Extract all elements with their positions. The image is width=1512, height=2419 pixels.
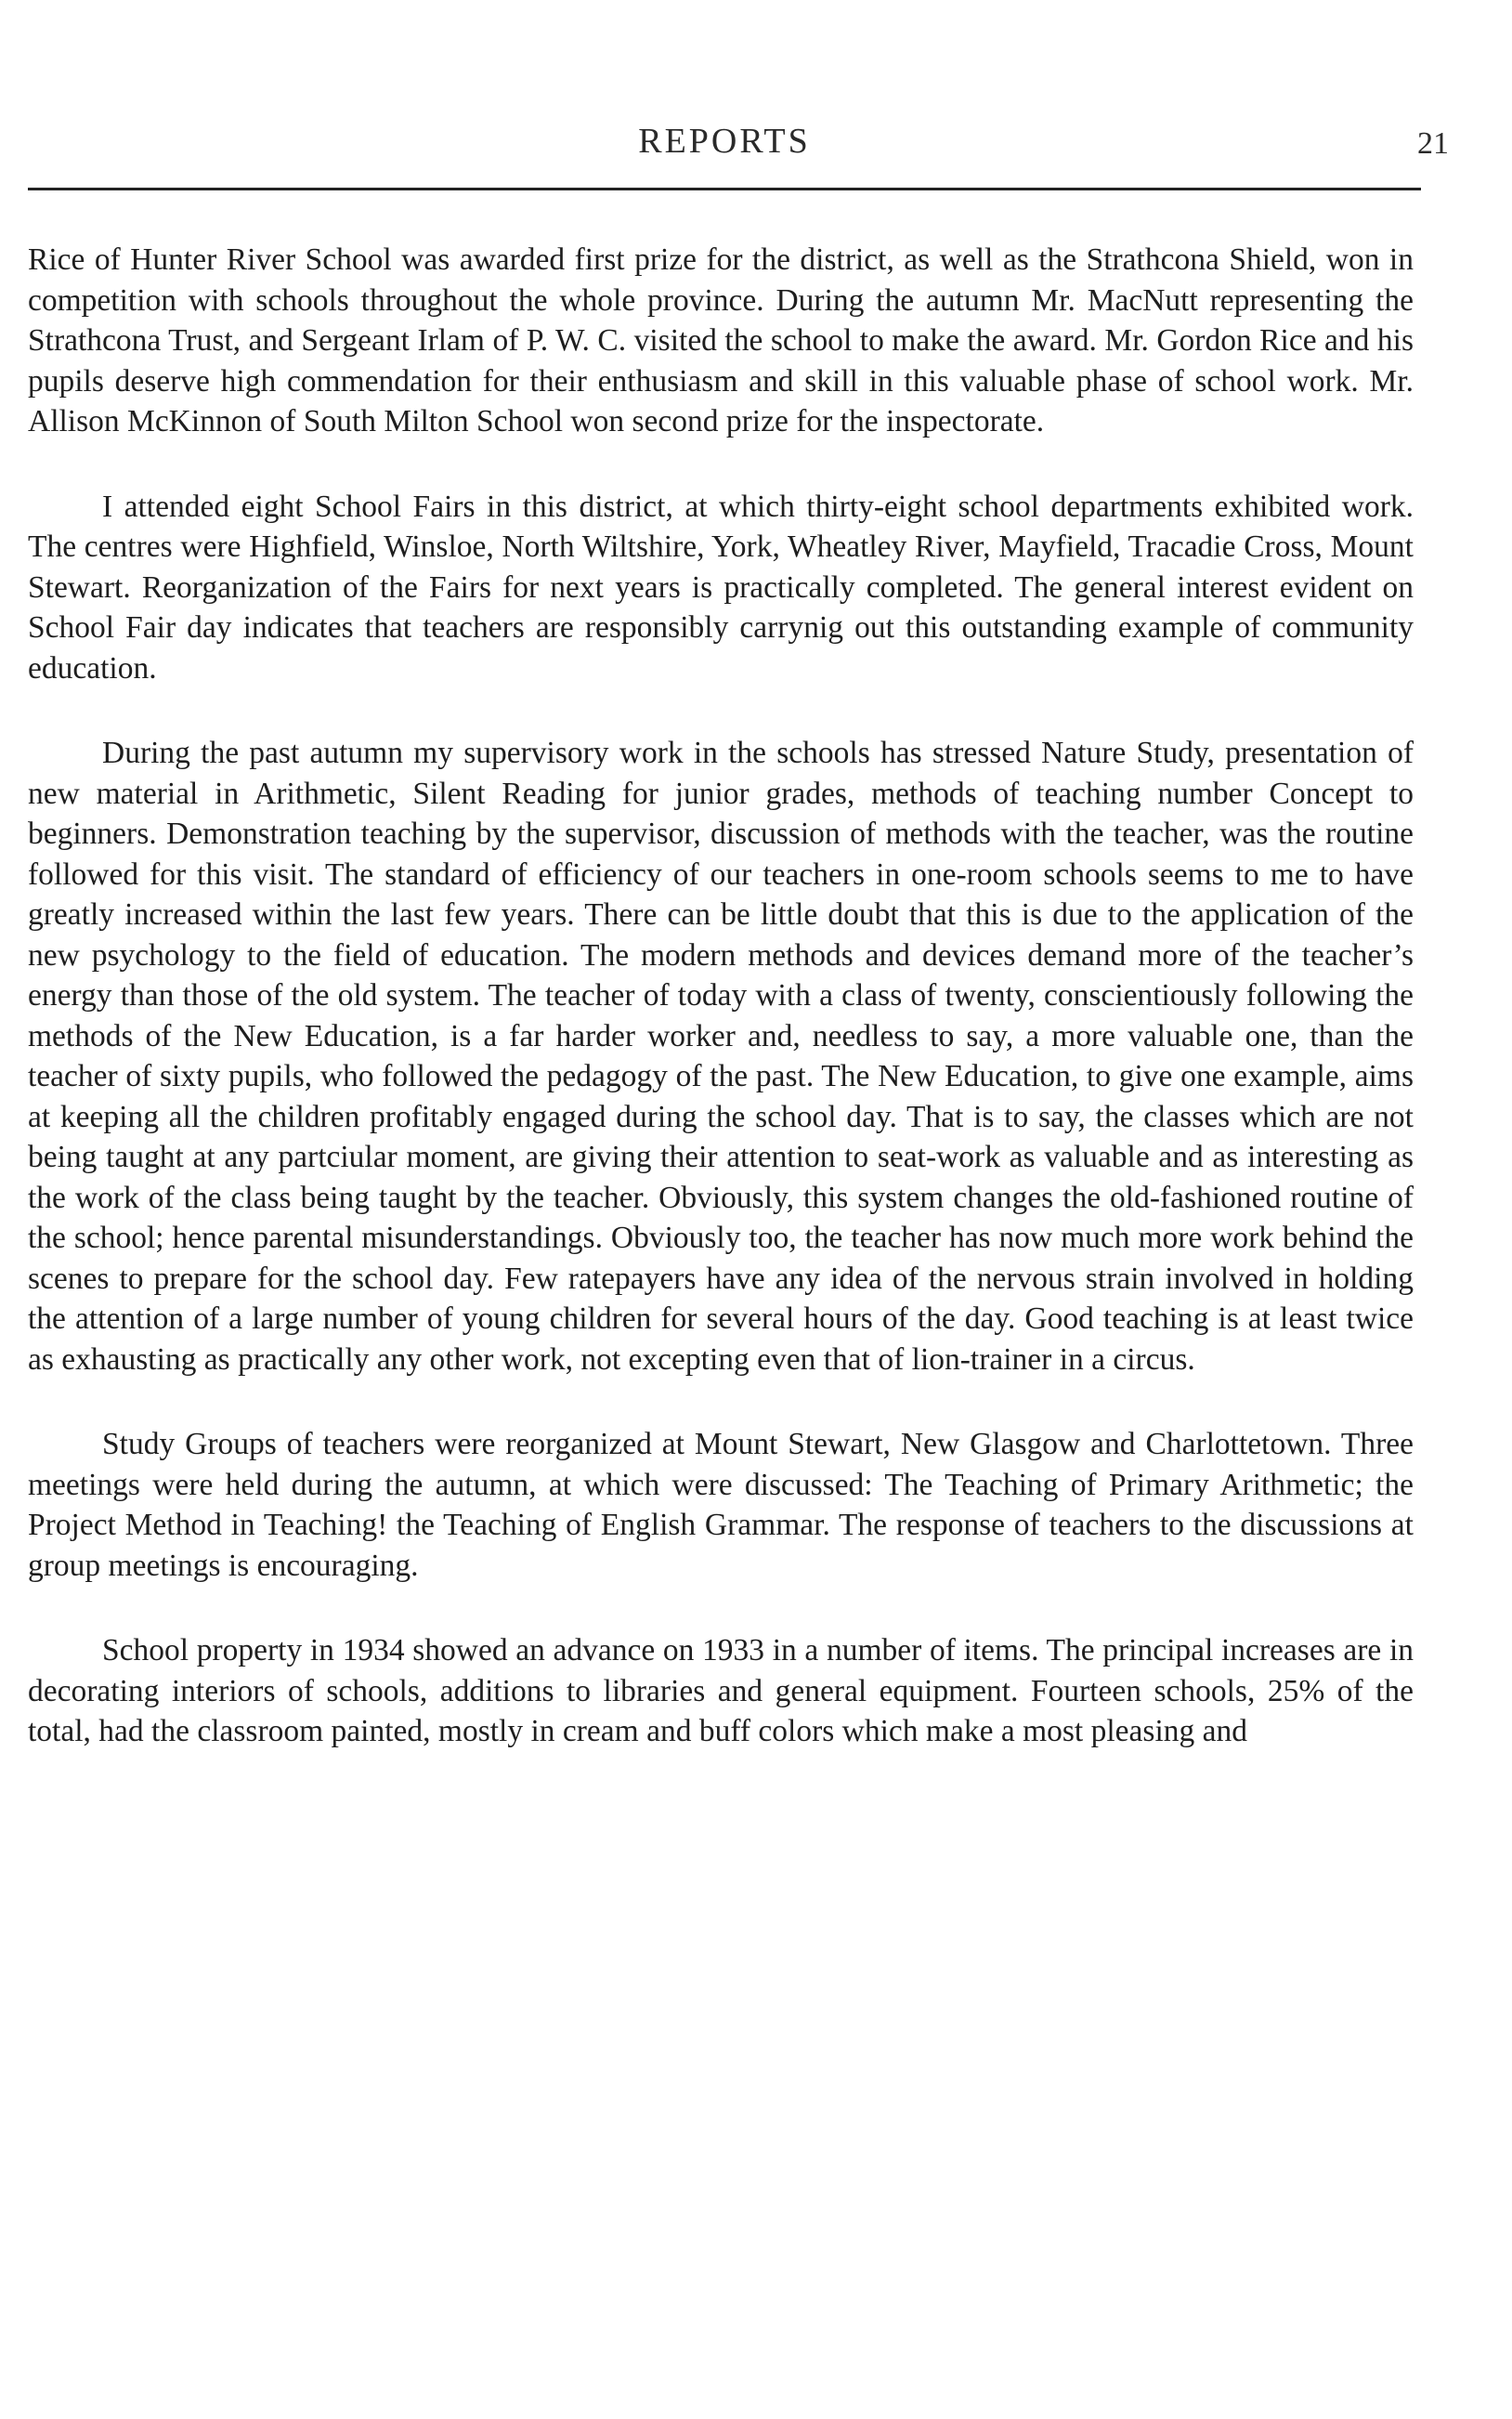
- body-text: [28, 240, 1414, 1797]
- header-rule: [28, 188, 1421, 190]
- paragraph-study-groups: Study Groups of teachers were reorganized at Mount Stewart, New Glasgow and Charlottetown. Three meetings were held during the autumn, at which were discussed: The Teaching of Primary Arithmetic; the Project Method in Teaching! the Teaching of English Grammar. The response of teachers to the discussions at group meetings is encouraging.: [28, 1427, 1414, 1583]
- page-header: [28, 121, 1449, 177]
- paragraph-continued: Rice of Hunter River School was awarded first prize for the district, as well as the Strathcona Shield, won in competition with schools throughout the whole province. During the autumn Mr. MacNutt representing the Strathcona Trust, and Sergeant Irlam of P. W. C. visited the school to make the award. Mr. Gordon Rice and his pupils deserve high commendation for their enthusiasm and skill in this valuable phase of school work. Mr. Allison McKinnon of South Milton School won second prize for the inspectorate.: [28, 242, 1414, 438]
- page-number: 21: [1417, 126, 1449, 161]
- paragraph-supervisory-work: During the past autumn my supervisory work in the schools has stressed Nature Study, presentation of new material in Arithmetic, Silent Reading for junior grades, methods of teaching number Concept to beginners. Demonstration teaching by the supervisor, discussion of methods with the teacher, was the routine followed for this visit. The standard of efficiency of our teachers in one-room schools seems to me to have greatly increased within the last few years. There can be little doubt that this is due to the application of the new psychology to the field of education. The modern methods and devices demand more of the teacher’s energy than those of the old system. The teacher of today with a class of twenty, conscientiously following the methods of the New Education, is a far harder worker and, needless to say, a more valuable one, than the teacher of sixty pupils, who followed the pedagogy of the past. The New Education, to give one example, aims at keeping all the children profitably engaged during the school day. That is to say, the classes which are not being taught at any partciular moment, are giving their attention to seat-work as valuable and as interesting as the work of the class being taught by the teacher. Obviously, this system changes the old-fashioned routine of the school; hence parental misunderstandings. Obviously too, the teacher has now much more work behind the scenes to prepare for the school day. Few ratepayers have any idea of the nervous strain involved in holding the attention of a large number of young children for several hours of the day. Good teaching is at least twice as exhausting as practically any other work, not excepting even that of lion-trainer in a circus.: [28, 736, 1414, 1377]
- running-head: REPORTS: [638, 122, 811, 161]
- paragraph-school-fairs: I attended eight School Fairs in this district, at which thirty-eight school departments exhibited work. The centres were Highfield, Winsloe, North Wiltshire, York, Wheatley River, Mayfield, Tracadie Cross, Mount Stewart. Reorganization of the Fairs for next years is practically completed. The general interest evident on School Fair day indicates that teachers are responsibly carrynig out this outstanding example of community education.: [28, 489, 1414, 686]
- paragraph-school-property: School property in 1934 showed an advance on 1933 in a number of items. The principal increases are in decorating interiors of schools, additions to libraries and general equipment. Fourteen schools, 25% of the total, had the classroom painted, mostly in cream and buff colors which make a most pleasing and: [28, 1633, 1414, 1748]
